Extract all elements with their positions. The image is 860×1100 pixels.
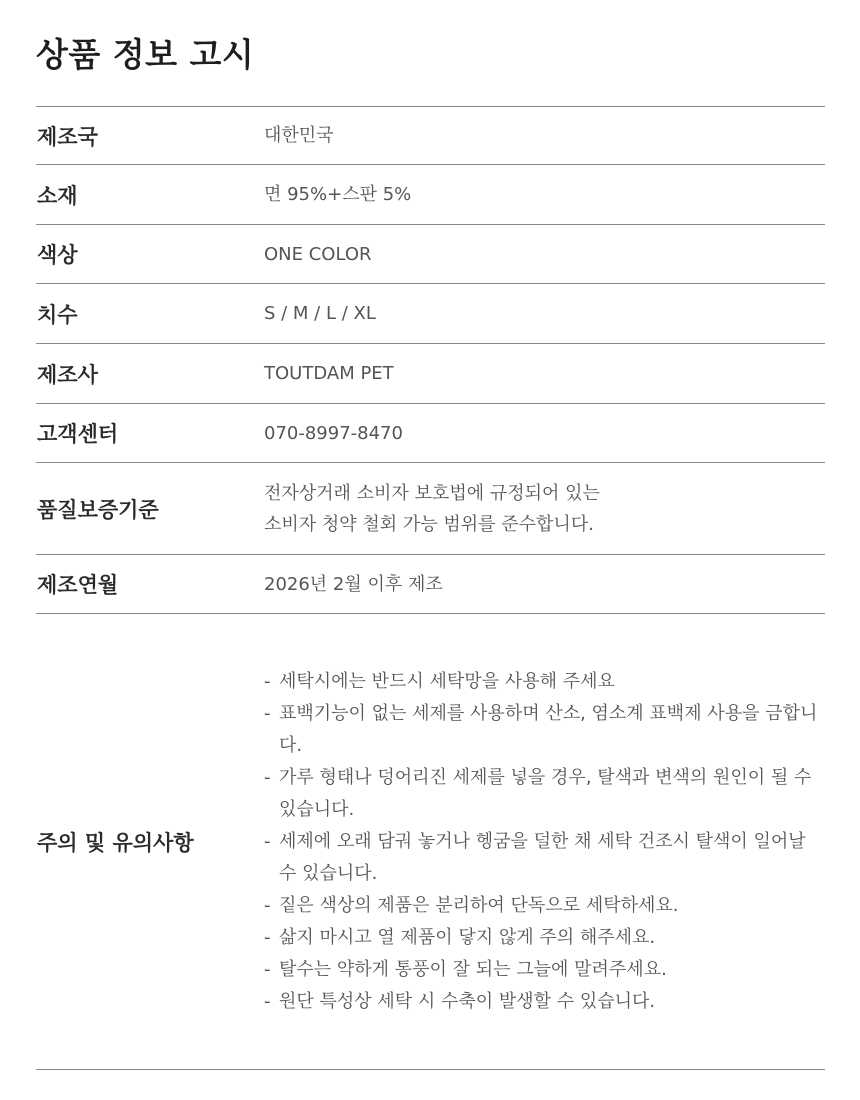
value-line: 소비자 청약 철회 가능 범위를 준수합니다.	[264, 513, 594, 535]
dash-bullet: -	[264, 958, 271, 980]
table-row-color	[36, 225, 825, 284]
row-label: 고객센터	[37, 422, 119, 446]
table-row-precautions	[36, 614, 825, 1070]
dash-bullet: -	[264, 702, 271, 724]
list-item-text: 탈수는 약하게 통풍이 잘 되는 그늘에 말려주세요.	[279, 958, 667, 980]
row-label: 주의 및 유의사항	[37, 830, 194, 855]
list-item	[264, 698, 825, 762]
dash-bullet: -	[264, 766, 271, 788]
list-item-text: 가루 형태나 덩어리진 세제를 넣을 경우, 탈색과 변색의 원인이 될 수 있습니다.	[279, 766, 812, 820]
row-label: 소재	[37, 183, 78, 208]
dash-bullet: -	[264, 894, 271, 916]
product-info-table	[36, 106, 825, 1070]
row-label: 색상	[37, 243, 78, 267]
row-value: ONE COLOR	[264, 243, 372, 265]
list-item-text: 표백기능이 없는 세제를 사용하며 산소, 염소계 표백제 사용을 금합니다.	[279, 702, 818, 756]
row-value: TOUTDAM PET	[264, 363, 394, 384]
list-item	[264, 666, 825, 698]
table-row-quality-standard	[36, 463, 825, 555]
list-item-text: 세제에 오래 담궈 놓거나 헹굼을 덜한 채 세탁 건조시 탈색이 일어날 수 있습니다.	[279, 830, 806, 884]
row-label: 제조국	[37, 124, 98, 149]
table-row-size	[36, 284, 825, 344]
list-item-text: 짙은 색상의 제품은 분리하여 단독으로 세탁하세요.	[279, 894, 679, 916]
value-line: 전자상거래 소비자 보호법에 규정되어 있는	[264, 482, 600, 504]
row-value: 면 95%+스판 5%	[264, 184, 412, 205]
row-value	[264, 478, 825, 540]
row-label: 제조사	[37, 362, 98, 387]
list-item	[264, 986, 825, 1018]
table-row-manufacturer	[36, 344, 825, 404]
table-row-material	[36, 165, 825, 225]
row-label: 제조연월	[37, 573, 119, 597]
row-value: S / M / L / XL	[264, 303, 376, 324]
list-item	[264, 890, 825, 922]
table-row-manufacture-date	[36, 555, 825, 614]
list-item-text: 삶지 마시고 열 제품이 닿지 않게 주의 해주세요.	[279, 926, 656, 948]
list-item	[264, 954, 825, 986]
list-item	[264, 826, 825, 890]
table-row-customer-center	[36, 404, 825, 463]
row-value: 2026년 2월 이후 제조	[264, 573, 443, 595]
row-value: 대한민국	[264, 125, 334, 146]
dash-bullet: -	[264, 990, 271, 1012]
row-label: 품질보증기준	[37, 497, 159, 522]
precautions-list	[264, 666, 825, 1018]
dash-bullet: -	[264, 670, 271, 692]
list-item	[264, 922, 825, 954]
page-title: 상품 정보 고시	[36, 35, 255, 74]
row-label: 치수	[37, 302, 78, 327]
row-value: 070-8997-8470	[264, 422, 403, 444]
list-item-text: 세탁시에는 반드시 세탁망을 사용해 주세요	[279, 670, 615, 692]
dash-bullet: -	[264, 830, 271, 852]
list-item	[264, 762, 825, 826]
dash-bullet: -	[264, 926, 271, 948]
list-item-text: 원단 특성상 세탁 시 수축이 발생할 수 있습니다.	[279, 990, 656, 1012]
table-row-origin	[36, 107, 825, 165]
row-value	[264, 666, 825, 1018]
